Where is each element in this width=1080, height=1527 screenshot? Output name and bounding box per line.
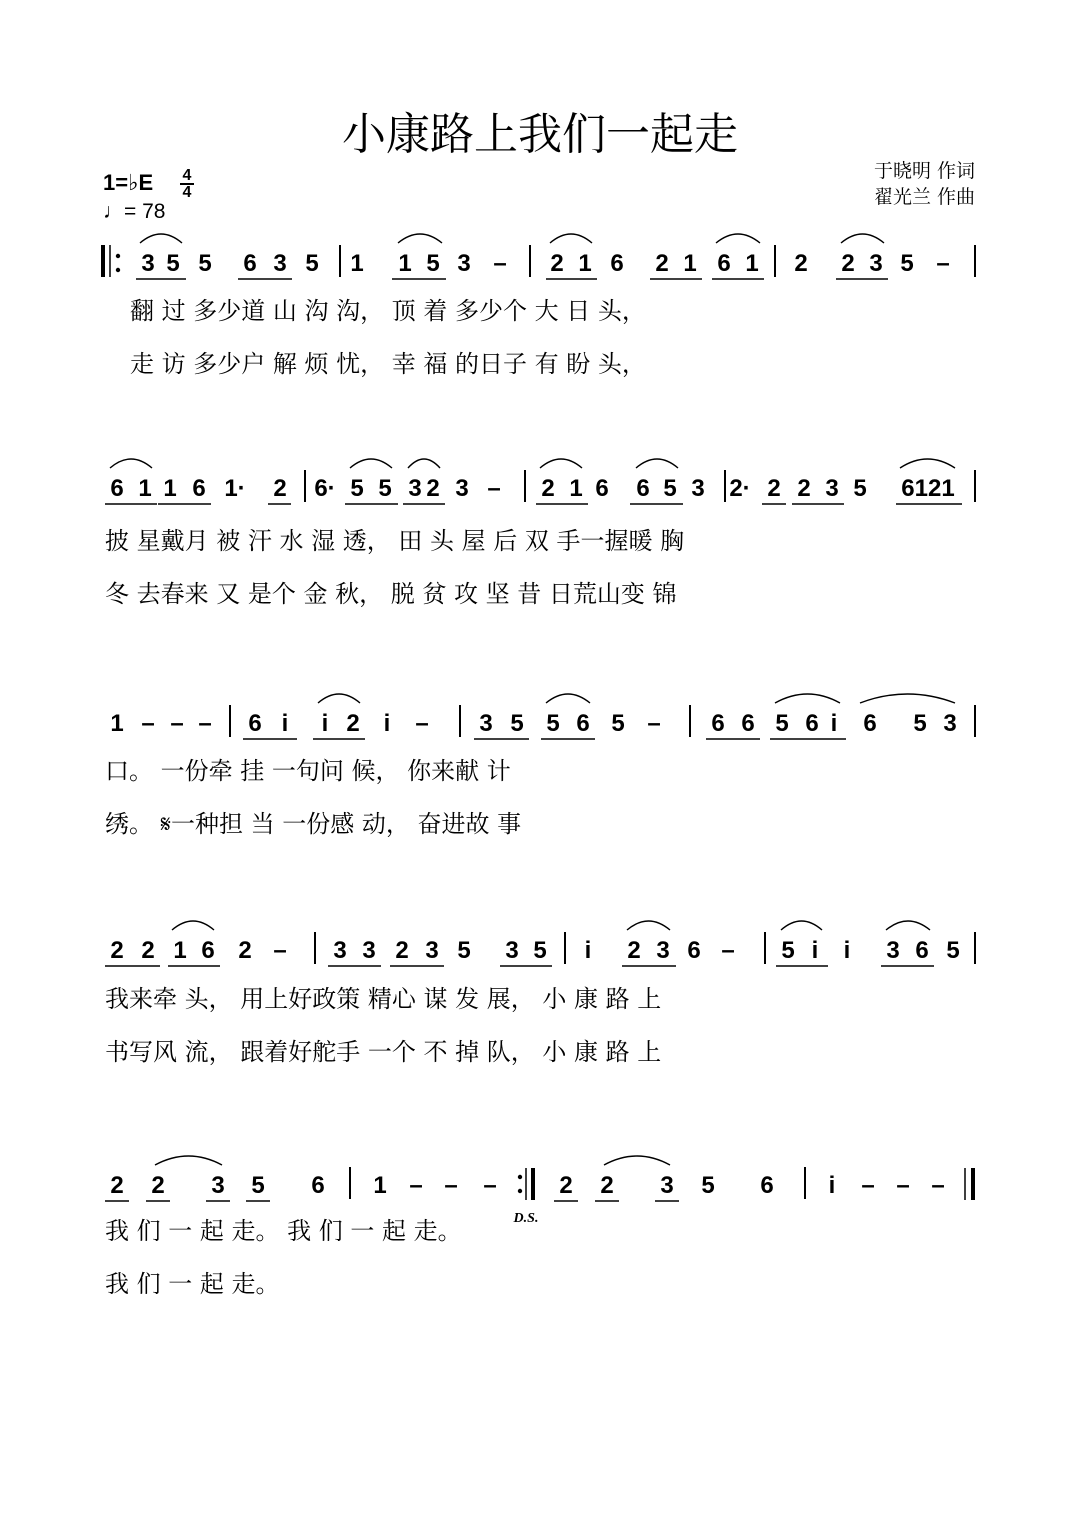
slur bbox=[886, 921, 930, 930]
note: – bbox=[936, 250, 950, 277]
repeat-dot bbox=[518, 1175, 522, 1179]
note: 6· bbox=[314, 475, 336, 502]
note: 2 bbox=[426, 475, 440, 502]
note: 5 bbox=[781, 937, 795, 964]
note: 2 bbox=[550, 250, 564, 277]
note: 2 bbox=[559, 1172, 573, 1199]
note: 3 bbox=[211, 1172, 225, 1199]
lyric-line: 披 星戴月 被 汗 水 湿 透， 田 头 屋 后 双 手一握暖 胸 bbox=[105, 527, 685, 555]
note: 6 bbox=[243, 250, 257, 277]
note: – bbox=[896, 1172, 910, 1199]
time-signature-denominator: 4 bbox=[182, 184, 192, 201]
note: 1 bbox=[745, 250, 759, 277]
note: 6 bbox=[741, 710, 755, 737]
note: – bbox=[273, 937, 287, 964]
note: 6121 bbox=[901, 475, 955, 502]
note: 1 bbox=[110, 710, 124, 737]
note: 1 bbox=[138, 475, 152, 502]
note: – bbox=[415, 710, 429, 737]
note: 2 bbox=[797, 475, 811, 502]
song-title: 小康路上我们一起走 bbox=[342, 109, 738, 160]
slur bbox=[636, 459, 678, 468]
slur bbox=[318, 694, 360, 703]
note: 6 bbox=[863, 710, 877, 737]
note: 6 bbox=[636, 475, 650, 502]
slur bbox=[408, 459, 440, 468]
slur bbox=[546, 694, 590, 703]
note: 2 bbox=[151, 1172, 165, 1199]
tempo-marking: ♩= 78 bbox=[103, 200, 166, 223]
note: 6 bbox=[248, 710, 262, 737]
note: – bbox=[721, 937, 735, 964]
note: i bbox=[828, 1172, 836, 1199]
note: 2 bbox=[655, 250, 669, 277]
note: 5 bbox=[533, 937, 547, 964]
note: 3 bbox=[505, 937, 519, 964]
note: 3 bbox=[362, 937, 376, 964]
note: 1 bbox=[350, 250, 364, 277]
note: 3 bbox=[141, 250, 155, 277]
time-signature-numerator: 4 bbox=[182, 167, 192, 184]
lyric-line: 我 们 一 起 走。 bbox=[105, 1270, 280, 1298]
note: 5 bbox=[913, 710, 927, 737]
lyric-line: 口。 一份牵 挂 一句问 候， 你来献 计 bbox=[105, 757, 511, 785]
slur bbox=[398, 234, 442, 243]
note: i bbox=[281, 710, 289, 737]
note: 1 bbox=[373, 1172, 387, 1199]
note: 5 bbox=[378, 475, 392, 502]
note: – bbox=[931, 1172, 945, 1199]
note: 6 bbox=[595, 475, 609, 502]
slur bbox=[155, 1156, 222, 1165]
note: i bbox=[843, 937, 851, 964]
repeat-dot bbox=[116, 268, 120, 272]
note: 2 bbox=[346, 710, 360, 737]
note: 5 bbox=[900, 250, 914, 277]
note: 2 bbox=[141, 937, 155, 964]
note: 5 bbox=[663, 475, 677, 502]
note: 3 bbox=[660, 1172, 674, 1199]
note: 6 bbox=[201, 937, 215, 964]
note: 3 bbox=[691, 475, 705, 502]
note: 2 bbox=[767, 475, 781, 502]
lyric-line: 冬 去春来 又 是个 金 秋， 脱 贫 攻 坚 昔 日荒山变 锦 bbox=[105, 580, 677, 608]
note: i bbox=[321, 710, 329, 737]
note: 3 bbox=[656, 937, 670, 964]
note: – bbox=[141, 710, 155, 737]
note: 6 bbox=[576, 710, 590, 737]
note: 5 bbox=[305, 250, 319, 277]
note: 2 bbox=[273, 475, 287, 502]
note: 1 bbox=[683, 250, 697, 277]
note: i bbox=[383, 710, 391, 737]
note: – bbox=[444, 1172, 458, 1199]
note: 2 bbox=[110, 1172, 124, 1199]
note: 2 bbox=[627, 937, 641, 964]
slur bbox=[860, 694, 955, 703]
note: 3 bbox=[408, 475, 422, 502]
slur bbox=[550, 234, 592, 243]
ds-marking: D.S. bbox=[513, 1211, 539, 1226]
note: 2 bbox=[541, 475, 555, 502]
note: 5 bbox=[510, 710, 524, 737]
slur bbox=[841, 234, 884, 243]
note: i bbox=[584, 937, 592, 964]
note: 1 bbox=[569, 475, 583, 502]
note: 6 bbox=[915, 937, 929, 964]
lyricist-credit: 于晓明 作词 bbox=[873, 160, 975, 182]
note: 2 bbox=[395, 937, 409, 964]
note: 5 bbox=[775, 710, 789, 737]
note: 5 bbox=[457, 937, 471, 964]
note: 3 bbox=[479, 710, 493, 737]
note: 6 bbox=[760, 1172, 774, 1199]
note: 5 bbox=[701, 1172, 715, 1199]
note: 3 bbox=[273, 250, 287, 277]
note: 6 bbox=[192, 475, 206, 502]
note: 3 bbox=[333, 937, 347, 964]
note: 5 bbox=[946, 937, 960, 964]
note: 3 bbox=[869, 250, 883, 277]
note: 1· bbox=[224, 475, 246, 502]
key-signature: 1=♭E bbox=[103, 170, 154, 195]
lyric-line: 我 们 一 起 走。 我 们 一 起 走。 bbox=[105, 1217, 462, 1245]
lyric-line: 翻 过 多少道 山 沟 沟， 顶 着 多少个 大 日 头， bbox=[130, 297, 646, 325]
slur bbox=[716, 234, 760, 243]
note: 5 bbox=[546, 710, 560, 737]
note: – bbox=[647, 710, 661, 737]
note: 3 bbox=[943, 710, 957, 737]
note: 5 bbox=[166, 250, 180, 277]
note: – bbox=[483, 1172, 497, 1199]
slur bbox=[350, 459, 392, 468]
note: – bbox=[170, 710, 184, 737]
note: 3 bbox=[825, 475, 839, 502]
note: 1 bbox=[163, 475, 177, 502]
note: 3 bbox=[886, 937, 900, 964]
slur bbox=[110, 459, 152, 468]
slur bbox=[900, 459, 955, 468]
note: 1 bbox=[578, 250, 592, 277]
slur bbox=[540, 459, 582, 468]
note: 5 bbox=[251, 1172, 265, 1199]
repeat-dot bbox=[518, 1189, 522, 1193]
note: 2 bbox=[600, 1172, 614, 1199]
note: 2 bbox=[841, 250, 855, 277]
lyric-line: 书写风 流， 跟着好舵手 一个 不 掉 队， 小 康 路 上 bbox=[105, 1038, 662, 1066]
note: 2 bbox=[238, 937, 252, 964]
note: – bbox=[487, 475, 501, 502]
note: i bbox=[830, 710, 838, 737]
slur bbox=[781, 921, 822, 930]
note: 6 bbox=[717, 250, 731, 277]
note: 2· bbox=[729, 475, 751, 502]
slur bbox=[627, 921, 670, 930]
note: 6 bbox=[311, 1172, 325, 1199]
note: – bbox=[198, 710, 212, 737]
note: 2 bbox=[794, 250, 808, 277]
note: – bbox=[409, 1172, 423, 1199]
slur bbox=[604, 1156, 670, 1165]
slur bbox=[140, 234, 182, 243]
lyric-line: 绣。 𝄋一种担 当 一份感 动， 奋进故 事 bbox=[105, 810, 522, 838]
note: 6 bbox=[711, 710, 725, 737]
note: 5 bbox=[198, 250, 212, 277]
note: 6 bbox=[805, 710, 819, 737]
note: 5 bbox=[350, 475, 364, 502]
note: – bbox=[493, 250, 507, 277]
composer-credit: 翟光兰 作曲 bbox=[873, 186, 975, 208]
note: 5 bbox=[426, 250, 440, 277]
note: 5 bbox=[853, 475, 867, 502]
note: 6 bbox=[687, 937, 701, 964]
note: 2 bbox=[110, 937, 124, 964]
note: 1 bbox=[173, 937, 187, 964]
note: 5 bbox=[611, 710, 625, 737]
slur bbox=[172, 921, 214, 930]
note: 3 bbox=[457, 250, 471, 277]
note: i bbox=[811, 937, 819, 964]
note: 6 bbox=[610, 250, 624, 277]
note: 6 bbox=[110, 475, 124, 502]
repeat-dot bbox=[116, 254, 120, 258]
lyric-line: 走 访 多少户 解 烦 忧， 幸 福 的日子 有 盼 头， bbox=[130, 350, 646, 378]
slur bbox=[775, 694, 840, 703]
note: 3 bbox=[455, 475, 469, 502]
note: 1 bbox=[398, 250, 412, 277]
lyric-line: 我来牵 头， 用上好政策 精心 谋 发 展， 小 康 路 上 bbox=[105, 985, 662, 1013]
note: – bbox=[861, 1172, 875, 1199]
note: 3 bbox=[425, 937, 439, 964]
